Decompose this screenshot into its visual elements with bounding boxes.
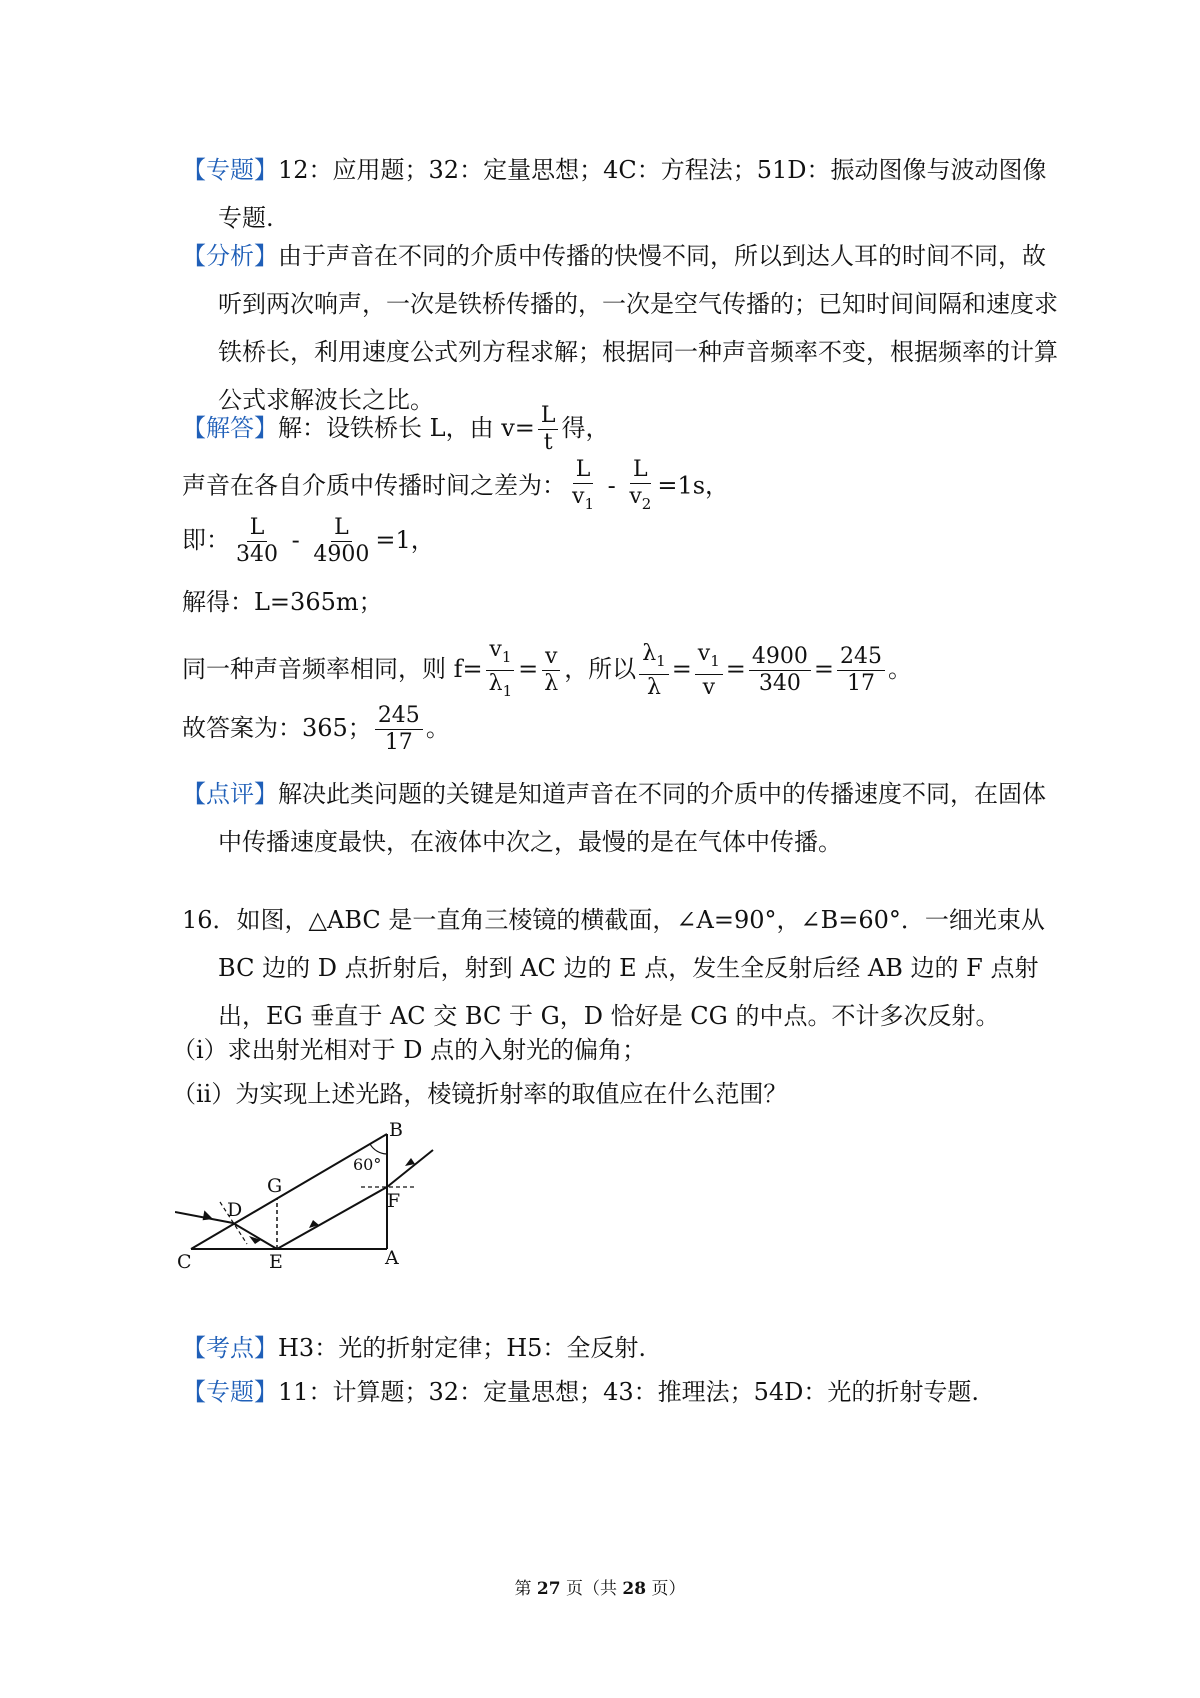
subscript: 1 bbox=[710, 651, 720, 670]
solution-text: 。 bbox=[425, 714, 450, 742]
page-footer bbox=[0, 1574, 1200, 1599]
topic-tag: 【专题】 bbox=[182, 156, 278, 184]
page-number: 27 bbox=[536, 1579, 561, 1599]
part-ii-text: （ii）为实现上述光路，棱镜折射率的取值应在什么范围？ bbox=[172, 1080, 788, 1108]
solution-text: =1s， bbox=[657, 471, 730, 500]
footer-text: 第 bbox=[514, 1579, 537, 1599]
subscript: 1 bbox=[656, 651, 666, 670]
equals-sign: = bbox=[671, 655, 692, 683]
ray-d-e bbox=[233, 1223, 277, 1249]
label-angle: 60° bbox=[353, 1155, 382, 1174]
fraction-denominator: 4900 bbox=[313, 542, 370, 567]
symbol-lambda: λ bbox=[642, 640, 657, 666]
fraction-denominator: 17 bbox=[847, 671, 875, 696]
solution-line-1 bbox=[182, 404, 1032, 455]
equals-sign: = bbox=[813, 655, 834, 683]
fraction-numerator: L bbox=[630, 458, 651, 484]
label-f: F bbox=[387, 1190, 401, 1212]
footer-text: 页） bbox=[646, 1579, 686, 1599]
solution-line-6 bbox=[182, 704, 1032, 755]
fraction-denominator bbox=[486, 671, 516, 703]
topic-text: 12：应用题；32：定量思想；4C：方程法；51D：振动图像与波动图像专题. bbox=[218, 156, 1047, 232]
fraction-numerator: v bbox=[542, 645, 560, 671]
fraction-denominator: λ bbox=[544, 671, 559, 696]
footer-text: 页（共 bbox=[560, 1579, 623, 1599]
label-e: E bbox=[269, 1251, 283, 1273]
solution-text: 声音在各自介质中传播时间之差为： bbox=[182, 471, 566, 500]
label-c: C bbox=[177, 1251, 192, 1273]
arrow-head bbox=[249, 1236, 261, 1244]
fraction-numerator bbox=[486, 638, 514, 671]
solution-text: 解：设铁桥长 L，由 v= bbox=[278, 414, 535, 442]
fraction-l-over-340 bbox=[233, 516, 281, 567]
solution-text: ，所以 bbox=[564, 655, 637, 683]
topic2-paragraph bbox=[182, 1368, 1032, 1416]
fraction-lambda1-over-lambda bbox=[639, 642, 669, 700]
symbol-v: v bbox=[697, 640, 711, 666]
question-16-part-ii bbox=[172, 1070, 1022, 1118]
topic2-tag: 【专题】 bbox=[182, 1378, 278, 1406]
analysis-text: 由于声音在不同的介质中传播的快慢不同，所以到达人耳的时间不同，故听到两次响声，一次是铁桥传播的，一次是空气传播的；已知时间间隔和速度求铁桥长，利用速度公式列方程求解；根据同一种声音频率不变，根据频率的计算公式求解波长之比。 bbox=[218, 242, 1058, 414]
subscript: 2 bbox=[641, 495, 652, 513]
part-i-text: （i）求出射光相对于 D 点的入射光的偏角； bbox=[172, 1036, 647, 1064]
kaodian-paragraph bbox=[182, 1324, 1032, 1372]
solution-line-3 bbox=[182, 516, 1032, 567]
solution-text: 解得：L=365m； bbox=[182, 588, 383, 616]
fraction-4900-over-340 bbox=[749, 645, 811, 696]
kaodian-text: H3：光的折射定律；H5：全反射. bbox=[278, 1334, 647, 1362]
equals-sign: = bbox=[518, 655, 539, 683]
fraction-denominator bbox=[569, 484, 597, 516]
symbol-v: v bbox=[572, 484, 585, 509]
topic2-text: 11：计算题；32：定量思想；43：推理法；54D：光的折射专题. bbox=[278, 1378, 980, 1406]
minus-sign: - bbox=[284, 526, 308, 554]
solution-line-4 bbox=[182, 578, 1032, 626]
fraction-numerator bbox=[695, 642, 723, 675]
question-16-text: 16．如图，△ABC 是一直角三棱镜的横截面，∠A=90°，∠B=60°．一细光束从 BC 边的 D 点折射后，射到 AC 边的 E 点，发生全反射后经 AB 边的 F 点射出，EG 垂直于 AC 交 BC 于 G，D 恰好是 CG 的中点。不计多次反射。 bbox=[182, 906, 1045, 1030]
solution-text: 同一种声音频率相同，则 f= bbox=[182, 655, 483, 683]
analysis-paragraph bbox=[182, 232, 1068, 424]
solution-tag: 【解答】 bbox=[182, 414, 278, 442]
question-16 bbox=[182, 896, 1068, 1040]
fraction-numerator bbox=[639, 642, 669, 675]
subscript: 1 bbox=[584, 495, 594, 513]
prism-diagram bbox=[175, 1112, 475, 1312]
label-b: B bbox=[389, 1119, 403, 1141]
page-total: 28 bbox=[622, 1579, 647, 1599]
analysis-tag: 【分析】 bbox=[182, 242, 278, 270]
comment-paragraph bbox=[182, 770, 1068, 866]
fraction-v1-over-v bbox=[695, 642, 723, 700]
fraction-denominator: 340 bbox=[236, 542, 278, 567]
fraction-l-over-v1 bbox=[569, 458, 597, 516]
fraction-answer bbox=[375, 704, 423, 755]
solution-text: 。 bbox=[888, 655, 912, 683]
comment-text: 解决此类问题的关键是知道声音在不同的介质中的传播速度不同，在固体中传播速度最快，在液体中次之，最慢的是在气体中传播。 bbox=[218, 780, 1046, 856]
ray-e-f bbox=[277, 1187, 387, 1249]
fraction-numerator: L bbox=[538, 404, 559, 430]
solution-line-5 bbox=[182, 638, 1052, 703]
fraction-v1-over-lambda1 bbox=[486, 638, 516, 703]
kaodian-tag: 【考点】 bbox=[182, 1334, 278, 1362]
solution-line-2 bbox=[182, 458, 1032, 516]
solution-text: 故答案为：365； bbox=[182, 714, 372, 742]
fraction-numerator: L bbox=[247, 516, 268, 542]
fraction-denominator: v bbox=[702, 674, 715, 700]
question-16-part-i bbox=[172, 1026, 1022, 1074]
arrow-head bbox=[203, 1210, 215, 1222]
comment-tag: 【点评】 bbox=[182, 780, 278, 808]
fraction-l-over-4900 bbox=[310, 516, 372, 567]
fraction-numerator: L bbox=[331, 516, 352, 542]
fraction-denominator: 17 bbox=[384, 730, 413, 755]
fraction-denominator bbox=[626, 484, 654, 516]
angle-arc bbox=[370, 1144, 387, 1154]
label-a: A bbox=[385, 1247, 399, 1269]
symbol-lambda: λ bbox=[488, 671, 503, 696]
fraction-numerator: 245 bbox=[837, 645, 885, 671]
fraction-denominator: t bbox=[543, 430, 553, 455]
fraction-numerator: 245 bbox=[375, 704, 423, 730]
fraction-denominator: 340 bbox=[758, 671, 801, 696]
fraction-denominator: λ bbox=[646, 674, 661, 700]
symbol-v: v bbox=[489, 637, 502, 662]
subscript: 1 bbox=[501, 648, 512, 666]
fraction-245-over-17 bbox=[837, 645, 885, 696]
fraction-numerator: 4900 bbox=[749, 645, 811, 671]
equals-sign: = bbox=[725, 655, 746, 683]
solution-text: 即： bbox=[182, 526, 230, 554]
solution-text: =1， bbox=[375, 526, 435, 554]
exit-ray bbox=[387, 1150, 433, 1187]
fraction-l-over-v2 bbox=[626, 458, 654, 516]
minus-sign: - bbox=[599, 471, 624, 500]
label-d: D bbox=[227, 1199, 243, 1221]
fraction-v-over-lambda bbox=[541, 645, 561, 696]
fraction-numerator: L bbox=[573, 458, 594, 484]
topic-paragraph bbox=[182, 146, 1068, 242]
symbol-v: v bbox=[629, 484, 642, 509]
label-g: G bbox=[267, 1175, 283, 1197]
side-cb bbox=[191, 1134, 387, 1249]
subscript: 1 bbox=[502, 682, 513, 700]
fraction-l-over-t bbox=[538, 404, 559, 455]
solution-text: 得， bbox=[561, 414, 610, 442]
